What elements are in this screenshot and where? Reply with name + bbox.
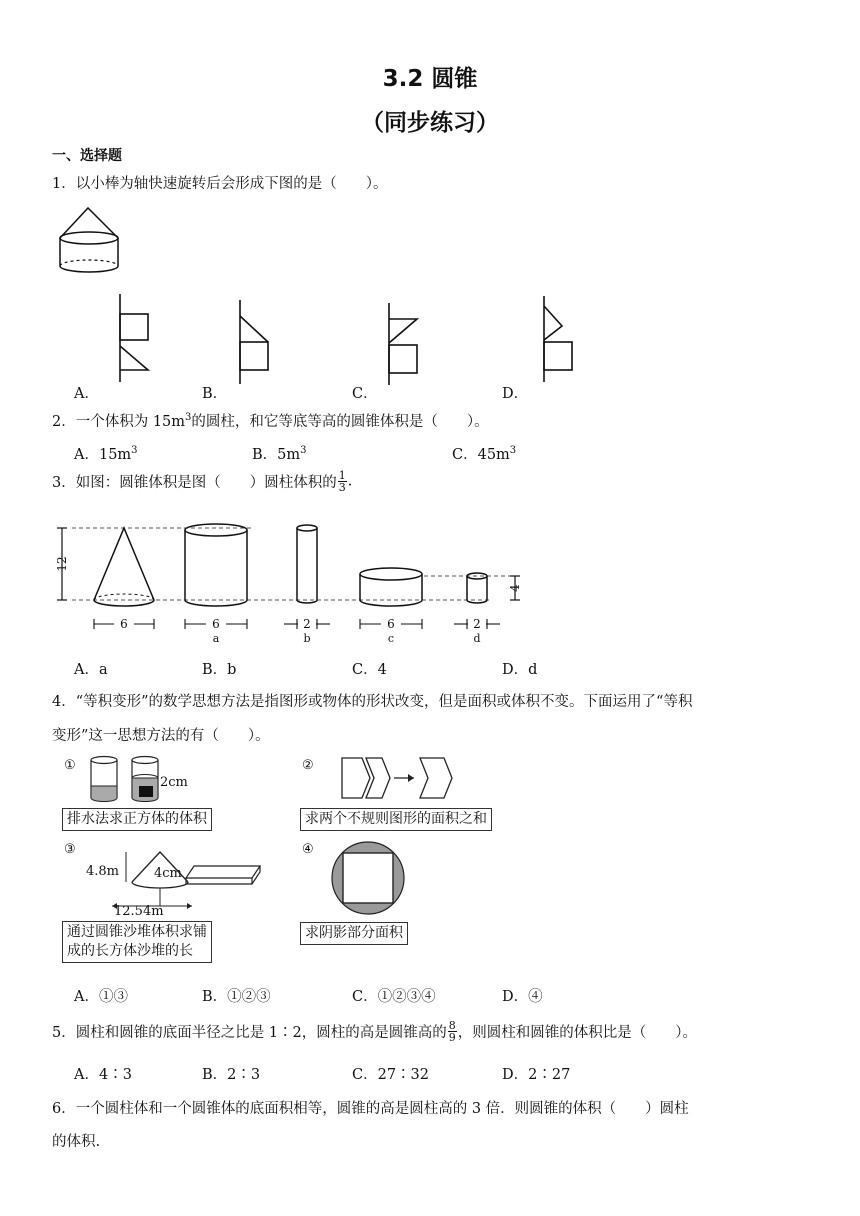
q2-option-b[interactable]: B．$5m^3$ — [252, 445, 307, 463]
q3-option-c[interactable]: C．4 — [352, 662, 387, 678]
question-2-text: 2．一个体积为 $15m^3$的圆柱，和它等底等高的圆锥体积是（ ）。 — [52, 412, 489, 430]
q2-option-c[interactable]: C．$45m^3$ — [452, 445, 517, 463]
fig-label-c: c — [387, 632, 395, 645]
q4-option-d[interactable]: D．④ — [502, 989, 543, 1005]
q4-option-c[interactable]: C．①②③④ — [352, 989, 436, 1005]
q4-label-2: 求两个不规则图形的面积之和 — [300, 808, 492, 831]
fig-label-b: b — [303, 632, 311, 645]
q1-option-b-figure — [238, 300, 278, 390]
q3-option-b[interactable]: B．b — [202, 662, 237, 678]
q4-num-3: ③ — [64, 842, 76, 857]
q4-num-4: ④ — [302, 842, 314, 857]
q4-dim-4cm: 4cm — [154, 866, 182, 881]
fraction-eight-ninths: $\frac{8}{9}$ — [448, 1019, 456, 1044]
dim-width-cone: 6 — [120, 617, 128, 631]
q3-option-a[interactable]: A．a — [74, 662, 108, 678]
q4-dim-4-8m: 4.8m — [86, 864, 120, 879]
section-heading: 一、选择题 — [52, 148, 122, 164]
fig-label-d: d — [473, 632, 481, 645]
question-6-line1: 6．一个圆柱体和一个圆锥体的底面积相等，圆锥的高是圆柱高的 3 倍．则圆锥的体积（ ）圆柱 — [52, 1101, 689, 1117]
question-1-text: 1．以小棒为轴快速旋转后会形成下图的是（ ）。 — [52, 176, 388, 192]
question-4-line1: 4．“等积变形”的数学思想方法是指图形或物体的形状改变，但是面积或体积不变。下面运用了“等积 — [52, 694, 693, 710]
q1-option-c[interactable]: C． — [352, 386, 378, 402]
q3-option-d[interactable]: D．d — [502, 662, 538, 678]
q1-option-c-figure — [387, 303, 427, 393]
fig-label-a: a — [212, 632, 220, 645]
q4-label-1: 排水法求正方体的体积 — [62, 808, 212, 831]
q5-option-c[interactable]: C．27∶32 — [352, 1067, 429, 1083]
q5-option-d[interactable]: D．2∶27 — [502, 1067, 571, 1083]
question-4-line2: 变形”这一思想方法的有（ ）。 — [52, 728, 270, 744]
q4-num-2: ② — [302, 758, 314, 773]
page-title: 3.2 圆锥 — [382, 66, 478, 92]
q4-num-1: ① — [64, 758, 76, 773]
q4-label-3: 通过圆锥沙堆体积求铺 成的长方体沙堆的长 — [62, 921, 212, 963]
q2-option-a[interactable]: A．$15m^3$ — [74, 445, 138, 463]
q4-shaded-circle-figure — [330, 840, 410, 920]
q4-dim-2cm: 2cm — [160, 775, 188, 790]
fraction-one-third: $\frac{1}{3}$ — [338, 469, 346, 494]
q4-label-4: 求阴影部分面积 — [300, 922, 408, 945]
dim-4: 4 — [508, 584, 522, 592]
q5-option-b[interactable]: B．2∶3 — [202, 1067, 261, 1083]
q1-option-b[interactable]: B． — [202, 386, 228, 402]
dim-width-a: 6 — [212, 617, 220, 631]
q1-option-a[interactable]: A． — [74, 386, 99, 402]
q1-option-a-figure — [118, 294, 158, 384]
dim-width-d: 2 — [473, 617, 481, 631]
question-5-text: 5．圆柱和圆锥的底面半径之比是 1∶2，圆柱的高是圆锥高的 $\frac{8}{9}$ ，则圆柱和圆锥的体积比是（ ）。 — [52, 1019, 698, 1044]
q4-dim-12-54m: 12.54m — [114, 904, 164, 919]
q4-option-b[interactable]: B．①②③ — [202, 989, 271, 1005]
question-3-text: 3．如图：圆锥体积是图（ ）圆柱体积的 $\frac{1}{3}$ . — [52, 469, 353, 494]
dim-width-b: 2 — [303, 617, 311, 631]
q1-cylinder-cone-figure — [56, 206, 126, 276]
q1-option-d[interactable]: D． — [502, 386, 529, 402]
q4-option-a[interactable]: A．①③ — [74, 989, 128, 1005]
question-6-line2: 的体积. — [52, 1134, 101, 1150]
q5-option-a[interactable]: A．4∶3 — [74, 1067, 132, 1083]
q1-option-d-figure — [542, 296, 582, 386]
q4-shapes-figure — [340, 756, 460, 804]
page-subtitle: （同步练习） — [361, 110, 499, 136]
dim-12: 12 — [55, 556, 69, 572]
q3-solids-figure — [52, 520, 532, 645]
dim-width-c: 6 — [387, 617, 395, 631]
